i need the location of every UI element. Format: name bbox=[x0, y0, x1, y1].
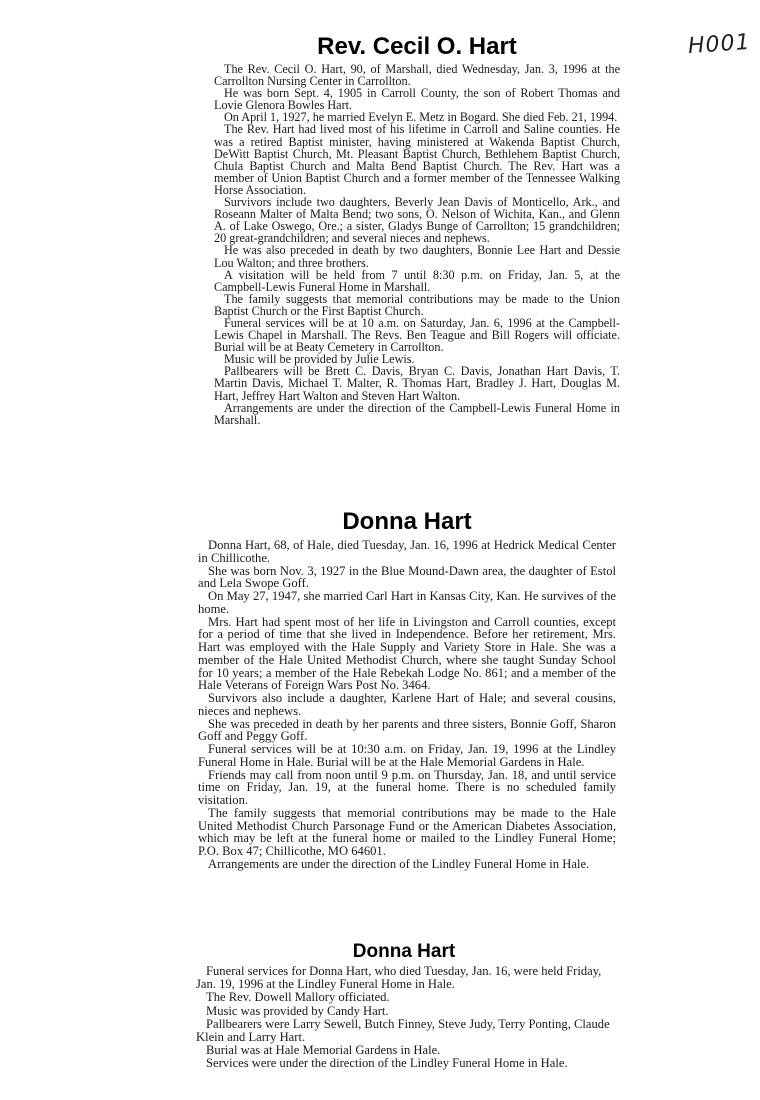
obituary-paragraph: Services were under the direction of the Lindley Funeral Home in Hale. bbox=[206, 1056, 568, 1071]
obituary-title: Rev. Cecil O. Hart bbox=[317, 33, 517, 60]
obituary-paragraph: Arrangements are under the direction of the Lindley Funeral Home in Hale. bbox=[208, 856, 590, 871]
obituary-paragraph: Music will be provided by Julie Lewis. bbox=[224, 352, 415, 367]
obituary-paragraph: The Rev. Cecil O. Hart, 90, of Marshall, died Wednesday, Jan. 3, 1996 at the Carrollton Nursing Center in Carrollton. bbox=[214, 62, 620, 89]
obituary-paragraph: A visitation will be held from 7 until 8:30 p.m. on Friday, Jan. 5, at the Campbell-Lewis Funeral Home in Marshall. bbox=[214, 267, 620, 294]
obituary-paragraph: Survivors include two daughters, Beverly Jean Davis of Monticello, Ark., and Roseann Malter of Malta Bend; two sons, O. Nelson of Wichita, Kan., and Glenn A. of Lake Oswego, Ore.; a sister, Gladys Bunge of Carrollton; 15 grandchildren; 20 great-grandchildren; and several nieces and nephews. bbox=[214, 195, 620, 246]
obituary-paragraph: Donna Hart, 68, of Hale, died Tuesday, Jan. 16, 1996 at Hedrick Medical Center in Chillicothe. bbox=[198, 538, 616, 565]
obituary-paragraph: Funeral services will be at 10 a.m. on Saturday, Jan. 6, 1996 at the Campbell-Lewis Chapel in Marshall. The Revs. Ben Teague and Bill Rogers will officiate. Burial will be at Beaty Cemetery in Carrollton. bbox=[214, 315, 620, 355]
obituary-paragraph: Pallbearers were Larry Sewell, Butch Finney, Steve Judy, Terry Ponting, Claude Klein and Larry Hart. bbox=[196, 1016, 610, 1045]
obituary-paragraph: On April 1, 1927, he married Evelyn E. Metz in Bogard. She died Feb. 21, 1994. bbox=[224, 110, 618, 125]
obituary-paragraph: Burial was at Hale Memorial Gardens in Hale. bbox=[206, 1043, 441, 1058]
obituary-paragraph: Pallbearers will be Brett C. Davis, Bryan C. Davis, Jonathan Hart Davis, T. Martin Davis, Michael T. Malter, R. Thomas Hart, Bradley J. Hart, Douglas M. Hart, Jeffrey Hart Walton and Steven Hart Walton. bbox=[214, 364, 620, 403]
handwritten-page-marker: H001 bbox=[687, 29, 752, 60]
obituary-paragraph: The Rev. Dowell Mallory officiated. bbox=[206, 990, 390, 1005]
obituary-paragraph: Mrs. Hart had spent most of her life in Livingston and Carroll counties, except for a period of time that she lived in Independence. Before her retirement, Mrs. Hart was employed with the Hale Supply and Variety Store in Hale. She was a member of the Hale United Methodist Church, where she taught Sunday School for 10 years; a member of the Hale Rebekah Lodge No. 861; and a member of the Hale Veterans of Foreign Wars Post No. 3464. bbox=[198, 614, 616, 693]
obituary-paragraph: The family suggests that memorial contributions may be made to the Hale United Methodist Church Parsonage Fund or the American Diabetes Association, which may be left at the funeral home or mailed to the Lindley Funeral Home; P.O. Box 47; Chillicothe, MO 64601. bbox=[198, 805, 616, 858]
obituary-paragraph: Funeral services will be at 10:30 a.m. on Friday, Jan. 19, 1996 at the Lindley Funeral Home in Hale. Burial will be at the Hale Memorial Gardens in Hale. bbox=[198, 742, 616, 769]
obituary-paragraph: She was preceded in death by her parents and three sisters, Bonnie Goff, Sharon Goff and Peggy Goff. bbox=[198, 716, 616, 744]
obituary-paragraph: He was born Sept. 4, 1905 in Carroll County, the son of Robert Thomas and Lovie Glenora Bowles Hart. bbox=[214, 86, 620, 113]
obituary-paragraph: The Rev. Hart had lived most of his lifetime in Carroll and Saline counties. He was a retired Baptist minister, having ministered at Wakenda Baptist Church, DeWitt Baptist Church, Mt. Pleasant Baptist Church, Bethlehem Baptist Church, Chula Baptist Church and Malta Bend Baptist Church. The Rev. Hart was a member of Union Baptist Church and a former member of the Tennessee Walking Horse Association. bbox=[214, 122, 620, 197]
funeral-notice-donna-hart bbox=[196, 942, 612, 1071]
obituary-paragraph: The family suggests that memorial contributions may be made to the Union Baptist Church or the First Baptist Church. bbox=[214, 291, 620, 318]
obituary-paragraph: On May 27, 1947, she married Carl Hart in Kansas City, Kan. He survives of the home. bbox=[198, 589, 616, 616]
obituary-title: Donna Hart bbox=[342, 508, 472, 535]
obituary-paragraph: Survivors also include a daughter, Karlene Hart of Hale; and several cousins, nieces and nephews. bbox=[198, 691, 616, 718]
obituary-paragraph: Friends may call from noon until 9 p.m. on Thursday, Jan. 18, and until service time on Friday, Jan. 19, at the funeral home. There is no scheduled family visitation. bbox=[198, 767, 616, 807]
obituary-donna-hart bbox=[198, 510, 616, 871]
obituary-title: Donna Hart bbox=[352, 941, 456, 962]
obituary-paragraph: She was born Nov. 3, 1927 in the Blue Mound-Dawn area, the daughter of Estol and Lela Swope Goff. bbox=[198, 563, 616, 591]
obituary-paragraph: Arrangements are under the direction of the Campbell-Lewis Funeral Home in Marshall. bbox=[214, 400, 620, 427]
obituary-cecil-hart bbox=[214, 35, 620, 426]
obituary-paragraph: He was also preceded in death by two daughters, Bonnie Lee Hart and Dessie Lou Walton; and three brothers. bbox=[214, 243, 620, 270]
obituary-paragraph: Music was provided by Candy Hart. bbox=[206, 1003, 389, 1018]
obituary-paragraph: Funeral services for Donna Hart, who died Tuesday, Jan. 16, were held Friday, Jan. 19, 1996 at the Lindley Funeral Home in Hale. bbox=[196, 964, 602, 992]
